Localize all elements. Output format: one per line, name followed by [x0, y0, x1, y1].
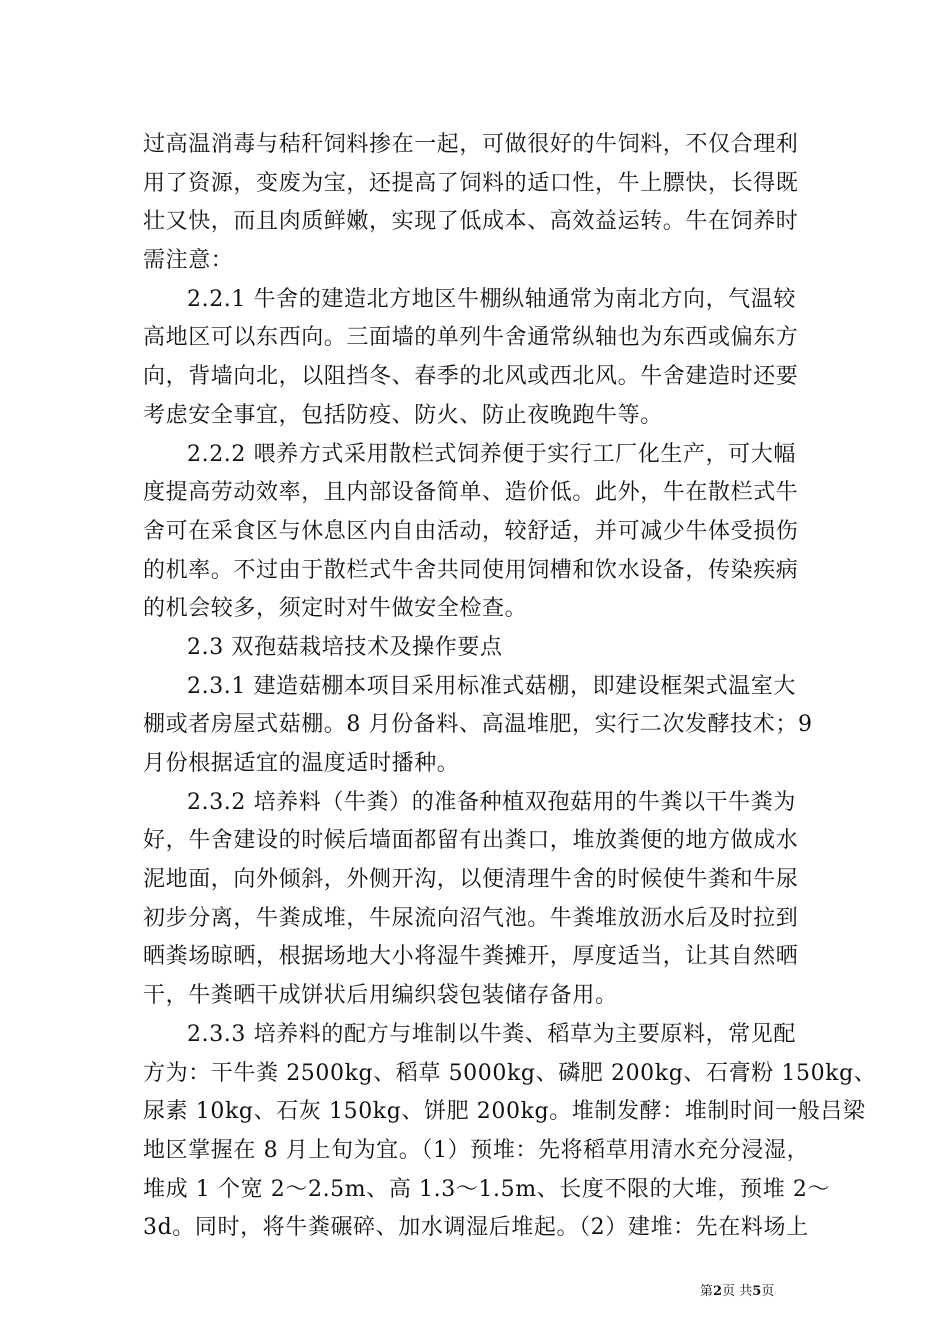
- footer-middle: 页 共: [722, 1284, 753, 1299]
- text-line: 考虑安全事宜，包括防疫、防火、防止夜晚跑牛等。: [143, 402, 663, 428]
- text-line: 用了资源，变废为宝，还提高了饲料的适口性，牛上膘快，长得既: [143, 170, 799, 196]
- section-2-3-3-line: 2.3.3 培养料的配方与堆制以牛粪、稻草为主要原料，常见配: [187, 1021, 796, 1047]
- text-line: 的机会较多，须定时对牛做安全检查。: [143, 596, 528, 622]
- total-page-count: 5: [752, 1284, 762, 1299]
- text-line: 堆成 1 个宽 2～2.5m、高 1.3～1.5m、长度不限的大堆，预堆 2～: [143, 1176, 831, 1202]
- current-page-number: 2: [713, 1284, 723, 1299]
- text-line: 棚或者房屋式菇棚。8 月份备料、高温堆肥，实行二次发酵技术；9: [143, 712, 813, 738]
- section-2-3-heading: 2.3 双孢菇栽培技术及操作要点: [187, 634, 503, 660]
- text-line: 过高温消毒与秸秆饲料掺在一起，可做很好的牛饲料，不仅合理利: [143, 132, 799, 157]
- section-2-3-2-line: 2.3.2 培养料（牛粪）的准备种植双孢菇用的牛粪以干牛粪为: [187, 789, 796, 815]
- text-line: 好，牛舍建设的时候后墙面都留有出粪口，堆放粪便的地方做成水: [143, 828, 799, 854]
- text-line: 3d。同时，将牛粪碾碎、加水调湿后堆起。（2）建堆：先在料场上: [143, 1215, 809, 1241]
- page-number-footer: [700, 1280, 810, 1299]
- text-line: 初步分离，牛粪成堆，牛尿流向沼气池。牛粪堆放沥水后及时拉到: [143, 905, 799, 931]
- footer-prefix: 第: [700, 1284, 714, 1299]
- text-line: 向，背墙向北，以阻挡冬、春季的北风或西北风。牛舍建造时还要: [143, 364, 799, 390]
- text-line: 需注意：: [143, 248, 234, 274]
- text-line: 壮又快，而且肉质鲜嫩，实现了低成本、高效益运转。牛在饲养时: [143, 209, 799, 235]
- section-2-2-1-line: 2.2.1 牛舍的建造北方地区牛棚纵轴通常为南北方向，气温较: [187, 286, 796, 312]
- text-line: 月份根据适宜的温度适时播种。: [143, 751, 460, 776]
- text-line: 地区掌握在 8 月上旬为宜。（1）预堆：先将稻草用清水充分浸湿，: [143, 1137, 810, 1163]
- text-line: 晒粪场晾晒，根据场地大小将湿牛粪摊开，厚度适当，让其自然晒: [143, 944, 799, 970]
- text-line: 尿素 10kg、石灰 150kg、饼肥 200kg。堆制发酵：堆制时间一般吕梁: [143, 1099, 866, 1125]
- text-line: 方为：干牛粪 2500kg、稻草 5000kg、磷肥 200kg、石膏粉 150kg、: [143, 1060, 877, 1086]
- section-2-3-1-line: 2.3.1 建造菇棚本项目采用标准式菇棚，即建设框架式温室大: [187, 673, 796, 699]
- text-line: 舍可在采食区与休息区内自由活动，较舒适，并可减少牛体受损伤: [143, 518, 799, 544]
- text-line: 泥地面，向外倾斜，外侧开沟，以便清理牛舍的时候使牛粪和牛尿: [143, 867, 799, 893]
- text-line: 的机率。不过由于散栏式牛舍共同使用饲槽和饮水设备，传染疾病: [143, 557, 799, 583]
- footer-suffix: 页: [761, 1284, 775, 1299]
- section-2-2-2-line: 2.2.2 喂养方式采用散栏式饲养便于实行工厂化生产，可大幅: [187, 441, 796, 467]
- text-line: 干，牛粪晒干成饼状后用编织袋包装储存备用。: [143, 983, 618, 1009]
- text-line: 度提高劳动效率，且内部设备简单、造价低。此外，牛在散栏式牛: [143, 480, 799, 506]
- document-body: [143, 126, 877, 1248]
- text-line: 高地区可以东西向。三面墙的单列牛舍通常纵轴也为东西或偏东方: [143, 325, 799, 351]
